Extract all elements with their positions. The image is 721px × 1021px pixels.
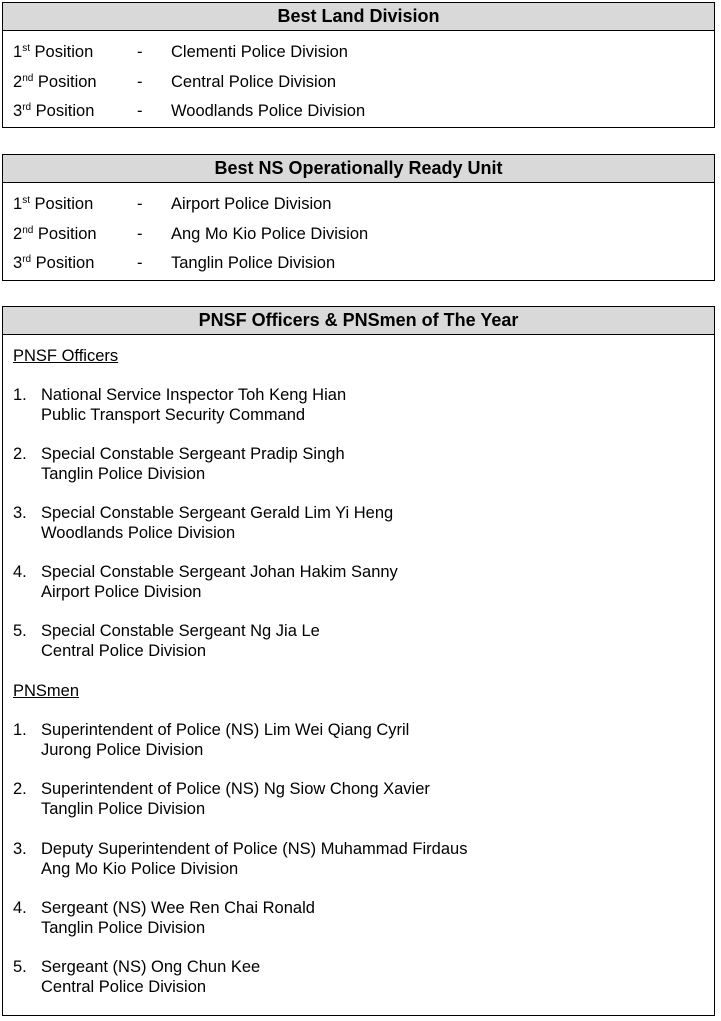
officer-name: Special Constable Sergeant Johan Hakim Sanny <box>41 563 398 581</box>
officer-name: Superintendent of Police (NS) Ng Siow Chong Xavier <box>41 780 430 798</box>
officer-name: Special Constable Sergeant Gerald Lim Yi Heng <box>41 504 394 522</box>
dash: - <box>137 224 143 243</box>
position-row <box>3 220 714 250</box>
best-ns-unit-title: Best NS Operationally Ready Unit <box>3 155 714 183</box>
list-number: 3. <box>13 504 27 522</box>
dash: - <box>137 43 143 61</box>
position-row <box>3 97 714 127</box>
officer-unit: Public Transport Security Command <box>41 406 306 424</box>
officer-name: Special Constable Sergeant Ng Jia Le <box>41 622 320 640</box>
list-item <box>13 621 710 661</box>
officer-unit: Woodlands Police Division <box>41 524 236 542</box>
list-number: 2. <box>13 445 27 463</box>
division-name: Tanglin Police Division <box>171 254 336 272</box>
officer-name: Sergeant (NS) Wee Ren Chai Ronald <box>41 899 315 917</box>
list-item <box>13 957 710 997</box>
position-label: 1st Position <box>13 195 94 213</box>
dash: - <box>137 254 143 272</box>
position-label: 2nd Position <box>13 72 97 91</box>
division-name: Clementi Police Division <box>171 43 348 61</box>
list-number: 4. <box>13 563 27 581</box>
list-item <box>13 503 710 543</box>
officer-name: National Service Inspector Toh Keng Hian <box>41 386 347 404</box>
officer-unit: Jurong Police Division <box>41 741 204 759</box>
list-item <box>13 898 710 938</box>
list-number: 3. <box>13 840 27 858</box>
dash: - <box>137 195 143 213</box>
division-name: Ang Mo Kio Police Division <box>171 224 369 243</box>
officer-unit: Ang Mo Kio Police Division <box>41 860 239 878</box>
position-row <box>3 249 714 279</box>
position-label: 2nd Position <box>13 224 97 243</box>
list-item <box>13 562 710 602</box>
officers-of-year-box <box>2 306 715 1016</box>
list-item <box>13 444 710 484</box>
list-number: 1. <box>13 386 27 404</box>
list-item <box>13 720 710 760</box>
division-name: Woodlands Police Division <box>171 102 366 120</box>
officer-name: Special Constable Sergeant Pradip Singh <box>41 445 345 463</box>
officer-name: Sergeant (NS) Ong Chun Kee <box>41 958 261 976</box>
position-label: 1st Position <box>13 43 94 61</box>
officer-name: Deputy Superintendent of Police (NS) Muhammad Firdaus <box>41 840 468 858</box>
list-item <box>13 385 710 425</box>
officer-unit: Central Police Division <box>41 642 207 660</box>
officers-of-year-title: PNSF Officers & PNSmen of The Year <box>3 307 714 335</box>
list-number: 2. <box>13 780 27 798</box>
officer-unit: Central Police Division <box>41 978 207 996</box>
position-row <box>3 190 714 220</box>
list-number: 1. <box>13 721 27 739</box>
position-label: 3rd Position <box>13 254 95 272</box>
list-item <box>13 839 710 879</box>
officer-unit: Airport Police Division <box>41 583 202 601</box>
list-number: 5. <box>13 622 27 640</box>
list-item <box>13 779 710 819</box>
dash: - <box>137 102 143 120</box>
best-ns-unit-box <box>2 154 715 281</box>
division-name: Central Police Division <box>171 72 337 91</box>
officer-unit: Tanglin Police Division <box>41 800 206 818</box>
pnsf-officers-heading: PNSF Officers <box>13 347 119 365</box>
dash: - <box>137 72 143 91</box>
officer-unit: Tanglin Police Division <box>41 919 206 937</box>
best-land-division-title: Best Land Division <box>3 3 714 31</box>
best-land-division-box <box>2 2 715 128</box>
officer-unit: Tanglin Police Division <box>41 465 206 483</box>
position-row <box>3 68 714 98</box>
division-name: Airport Police Division <box>171 195 332 213</box>
list-number: 5. <box>13 958 27 976</box>
position-row <box>3 38 714 68</box>
position-label: 3rd Position <box>13 102 95 120</box>
list-number: 4. <box>13 899 27 917</box>
officer-name: Superintendent of Police (NS) Lim Wei Qiang Cyril <box>41 721 410 739</box>
pnsmen-heading: PNSmen <box>13 682 80 700</box>
